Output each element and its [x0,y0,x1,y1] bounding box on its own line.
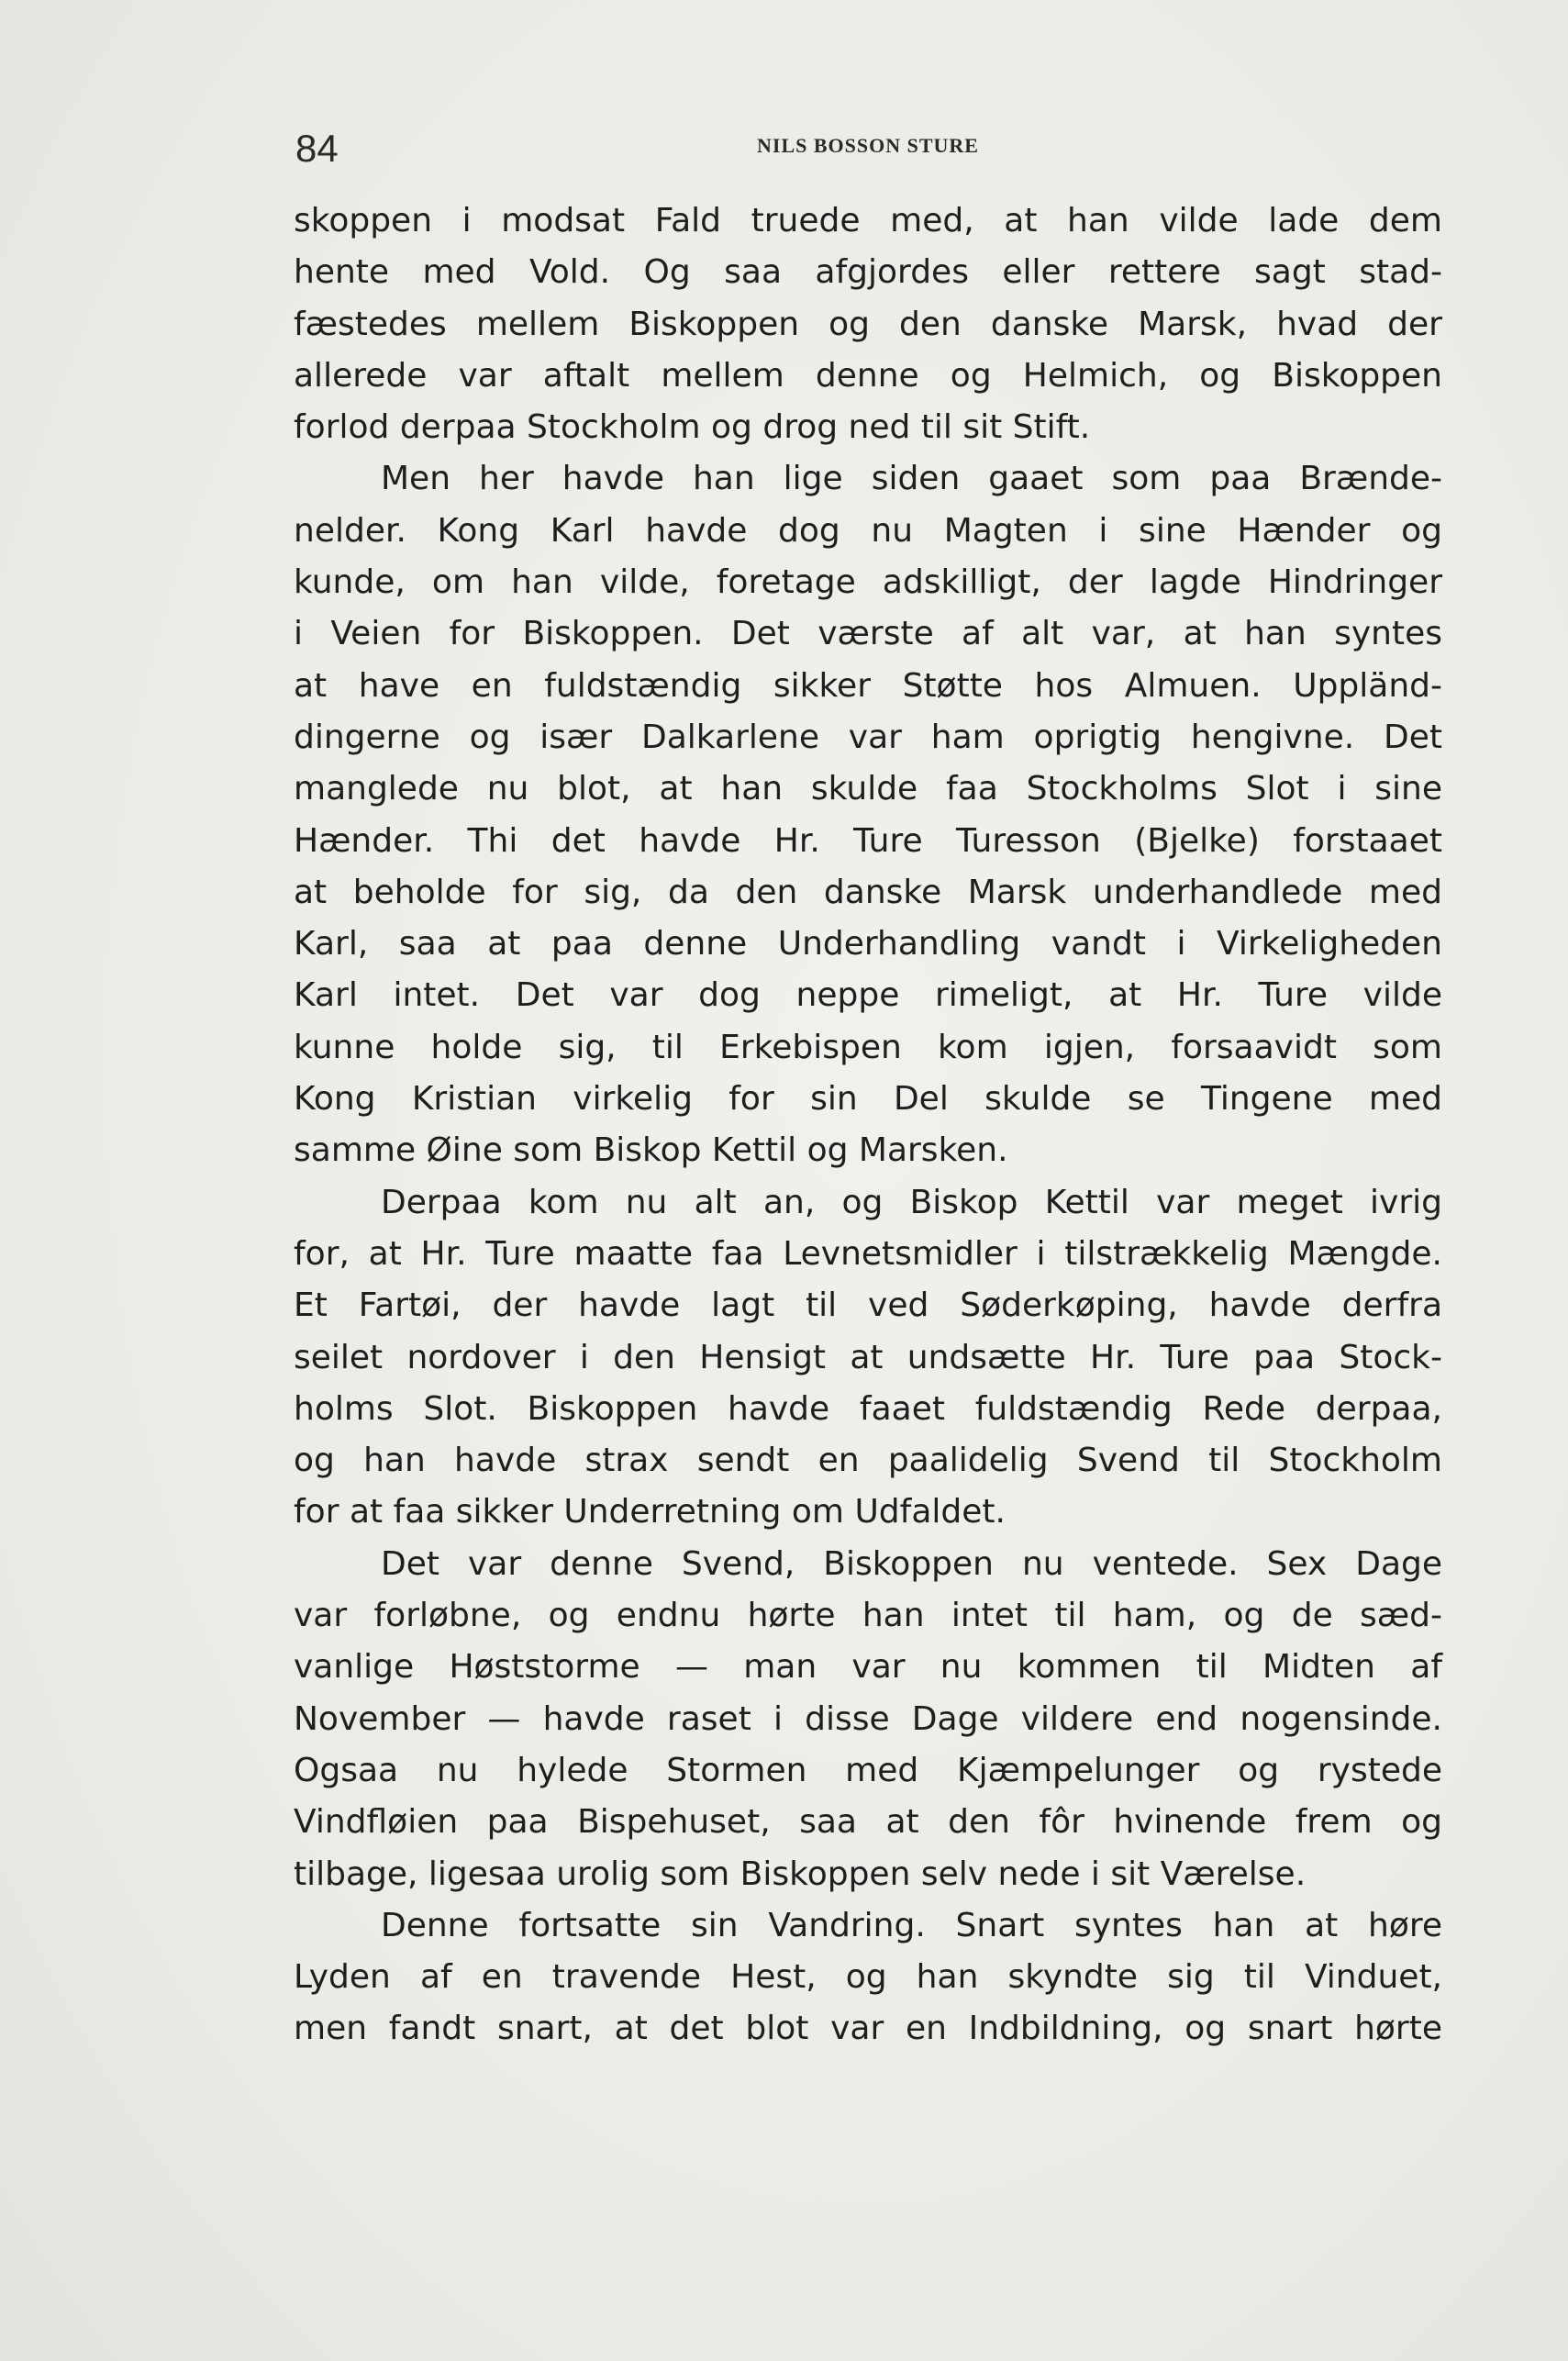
text-line: Et Fartøi, der havde lagt til ved Søderkøping, havde derfra [294,1286,1442,1325]
text-line: forlod derpaa Stockholm og drog ned til sit Stift. [294,408,1091,447]
text-line: Lyden af en travende Hest, og han skyndte sig til Vinduet, [294,1958,1442,1997]
text-line: at have en fuldstændig sikker Støtte hos Almuen. Uppländ- [294,666,1442,705]
text-line: Men her havde han lige siden gaaet som paa Brænde- [381,460,1442,498]
text-line: Vindfløien paa Bispehuset, saa at den fôr hvinende frem og [294,1803,1442,1842]
page-header [295,127,1440,173]
text-line: dingerne og især Dalkarlene var ham oprigtig hengivne. Det [294,718,1442,756]
text-line: hente med Vold. Og saa afgjordes eller rettere sagt stad- [294,253,1442,292]
text-line: seilet nordover i den Hensigt at undsætte Hr. Ture paa Stock- [294,1338,1442,1376]
text-line: samme Øine som Biskop Kettil og Marsken. [294,1131,1008,1170]
text-line: manglede nu blot, at han skulde faa Stockholms Slot i sine [294,770,1442,808]
text-line: tilbage, ligesaa urolig som Biskoppen selv nede i sit Værelse. [294,1854,1307,1893]
text-line: kunne holde sig, til Erkebispen kom igjen, forsaavidt som [294,1028,1442,1066]
text-line: Kong Kristian virkelig for sin Del skulde se Tingene med [294,1080,1442,1119]
text-line: vanlige Høststorme — man var nu kommen til Midten af [294,1648,1442,1687]
text-line: for at faa sikker Underretning om Udfaldet. [294,1493,1006,1531]
body-text [294,195,1442,2055]
text-line: men fandt snart, at det blot var en Indbildning, og snart hørte [294,2010,1442,2048]
page-number: 84 [295,127,339,170]
text-line: Derpaa kom nu alt an, og Biskop Kettil var meget ivrig [381,1183,1442,1221]
text-line: Karl intet. Det var dog neppe rimeligt, at Hr. Ture vilde [294,976,1442,1015]
running-head: NILS BOSSON STURE [757,134,979,157]
text-line: Det var denne Svend, Biskoppen nu ventede. Sex Dage [381,1544,1442,1583]
text-line: nelder. Kong Karl havde dog nu Magten i sine Hænder og [294,511,1442,550]
text-line: Karl, saa at paa denne Underhandling vandt i Virkeligheden [294,925,1442,963]
text-line: skoppen i modsat Fald truede med, at han vilde lade dem [294,202,1442,239]
text-line: for, at Hr. Ture maatte faa Levnetsmidler i tilstrækkelig Mængde. [294,1234,1442,1273]
text-line: Denne fortsatte sin Vandring. Snart syntes han at høre [381,1906,1442,1944]
text-line: November — havde raset i disse Dage vildere end nogensinde. [294,1699,1442,1738]
text-line: og han havde strax sendt en paalidelig Svend til Stockholm [294,1442,1442,1480]
text-line: allerede var aftalt mellem denne og Helmich, og Biskoppen [294,356,1442,395]
text-line: at beholde for sig, da den danske Marsk underhandlede med [294,873,1442,911]
text-line: Ogsaa nu hylede Stormen med Kjæmpelunger og rystede [294,1751,1442,1789]
text-line: Hænder. Thi det havde Hr. Ture Turesson (Bjelke) forstaaet [294,821,1442,860]
text-line: holms Slot. Biskoppen havde faaet fuldstændig Rede derpaa, [294,1389,1442,1428]
text-line: fæstedes mellem Biskoppen og den danske Marsk, hvad der [294,305,1442,343]
text-line: i Veien for Biskoppen. Det værste af alt var, at han syntes [294,615,1442,653]
text-line: var forløbne, og endnu hørte han intet til ham, og de sæd- [294,1597,1442,1635]
text-line: kunde, om han vilde, foretage adskilligt, der lagde Hindringer [294,563,1442,602]
